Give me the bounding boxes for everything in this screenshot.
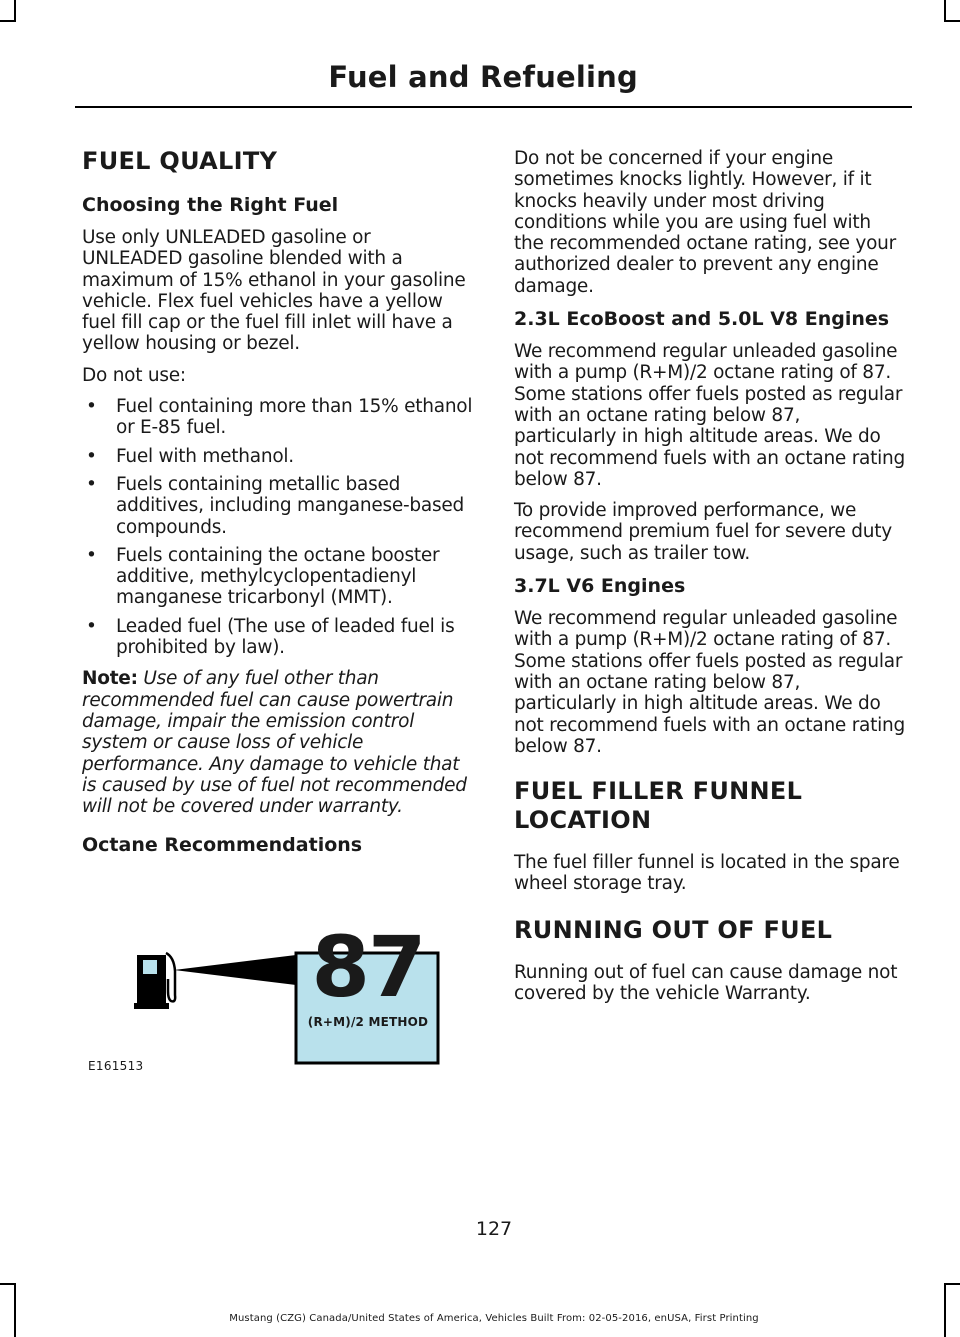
paragraph-premium-fuel: To provide improved performance, we recommend premium fuel for severe duty usage, such as trailer tow. — [514, 500, 892, 564]
heading-choosing-fuel: Choosing the Right Fuel — [82, 194, 339, 216]
paragraph-octane-87-a: We recommend regular unleaded gasoline with a pump (R+M)/2 octane rating of 87. Some stations offer fuels posted as regular with an octane rating below 87, particularly in high altitude areas. We do not recommend fuels with an octane rating below 87. — [514, 341, 905, 490]
crop-mark-top-right-v — [944, 0, 946, 22]
bullet-mark: • — [86, 473, 97, 495]
heading-line: LOCATION — [514, 806, 652, 835]
note-paragraph — [82, 668, 474, 817]
list-item-text: Fuels containing metallic based additives, including manganese-based compounds. — [116, 473, 465, 538]
heading-v6-engines: 3.7L V6 Engines — [514, 575, 686, 598]
crop-mark-top-left-v — [14, 0, 16, 22]
header-rule — [75, 106, 912, 108]
crop-mark-top-left-h — [0, 20, 16, 22]
heading-fuel-quality: FUEL QUALITY — [82, 147, 278, 175]
heading-line: FUEL FILLER FUNNEL — [514, 777, 803, 806]
octane-method-label: (R+M)/2 METHOD — [307, 1015, 429, 1030]
bullet-list — [82, 396, 474, 658]
heading-fuel-filler-funnel — [514, 777, 906, 835]
crop-mark-top-right-h — [944, 20, 960, 22]
section-title: Fuel and Refueling — [328, 60, 638, 94]
right-column — [514, 148, 906, 1014]
octane-rating-number: 87 — [311, 918, 425, 1017]
bullet-mark: • — [86, 615, 97, 637]
callout-beam — [174, 955, 296, 985]
list-item — [82, 446, 474, 467]
note-label: Note: — [82, 668, 138, 690]
list-item-text: Fuels containing the octane booster additive, methylcyclopentadienyl manganese tricarbonyl (MMT). — [116, 544, 440, 609]
footer-vehicle-info: Mustang (CZG) Canada/United States of America, Vehicles Built From: 02-05-2016, enUSA, First Printing — [229, 1313, 759, 1324]
left-column — [82, 146, 474, 1088]
bullet-mark: • — [86, 544, 97, 566]
octane-figure — [82, 873, 474, 1088]
list-item-text: Leaded fuel (The use of leaded fuel is prohibited by law). — [116, 615, 455, 659]
crop-mark-bottom-left-h — [0, 1283, 16, 1285]
heading-octane-recommendations: Octane Recommendations — [82, 834, 363, 857]
paragraph-engine-knock: Do not be concerned if your engine sometimes knocks lightly. However, if it knocks heavily under most driving conditions while you are using fuel with the recommended octane rating, see your authorized dealer to prevent any engine damage. — [514, 148, 896, 297]
paragraph-running-out: Running out of fuel can cause damage not covered by the vehicle Warranty. — [514, 961, 898, 1005]
heading-ecoboost-v8: 2.3L EcoBoost and 5.0L V8 Engines — [514, 308, 890, 331]
crop-mark-bottom-right-v — [944, 1283, 946, 1337]
list-item — [82, 616, 474, 659]
paragraph-do-not-use: Do not use: — [82, 364, 186, 386]
list-item-text: Fuel with methanol. — [116, 445, 294, 467]
page-number: 127 — [475, 1218, 513, 1240]
paragraph-octane-87-b: We recommend regular unleaded gasoline with a pump (R+M)/2 octane rating of 87. Some stations offer fuels posted as regular with an octane rating below 87, particularly in high altitude areas. We do not recommend fuels with an octane rating below 87. — [514, 608, 905, 757]
list-item — [82, 545, 474, 609]
bullet-mark: • — [86, 396, 97, 418]
paragraph-funnel-location: The fuel filler funnel is located in the spare wheel storage tray. — [514, 852, 900, 895]
note-text: Use of any fuel other than recommended fuel can cause powertrain damage, impair the emission control system or cause loss of vehicle performance. Any damage to vehicle that is caused by use of fuel not recommended will not be covered under warranty. — [82, 668, 467, 818]
heading-running-out-of-fuel: RUNNING OUT OF FUEL — [514, 915, 833, 944]
crop-mark-bottom-left-v — [14, 1283, 16, 1337]
figure-id: E161513 — [88, 1059, 144, 1074]
list-item — [82, 474, 474, 538]
paragraph-unleaded: Use only UNLEADED gasoline or UNLEADED gasoline blended with a maximum of 15% ethanol in your gasoline vehicle. Flex fuel vehicles have a yellow fuel fill cap or the fuel fill inlet will have a yellow housing or bezel. — [82, 227, 466, 355]
list-item — [82, 396, 474, 439]
bullet-mark: • — [86, 445, 97, 467]
list-item-text: Fuel containing more than 15% ethanol or E-85 fuel. — [116, 396, 473, 439]
fuel-pump-icon — [134, 953, 175, 1009]
crop-mark-bottom-right-h — [944, 1283, 960, 1285]
